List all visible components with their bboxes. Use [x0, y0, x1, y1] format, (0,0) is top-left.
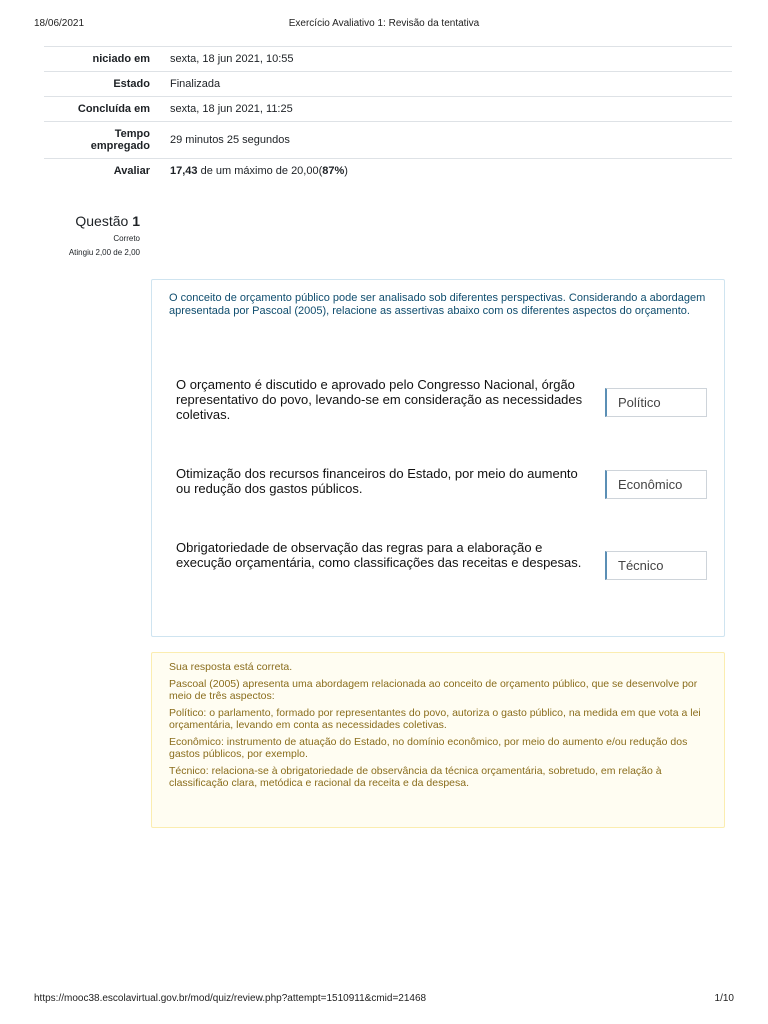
started-value: sexta, 18 jun 2021, 10:55 — [170, 53, 294, 65]
print-header — [34, 18, 734, 32]
question-info — [44, 212, 140, 257]
feedback-economico: Econômico: instrumento de atuação do Estado, no domínio econômico, por meio do aumento e/ou redução dos gastos públicos, por exemplo. — [169, 736, 688, 760]
question-prefix: Questão — [75, 213, 133, 229]
question-feedback — [151, 652, 725, 828]
feedback-tecnico: Técnico: relaciona-se à obrigatoriedade de observância da técnica orçamentária, sobretudo, em relação à classificação clara, metódica e racional da receita e da despesa. — [169, 765, 662, 789]
started-label: niciado em — [92, 53, 150, 65]
state-value: Finalizada — [170, 78, 221, 90]
attempt-summary-table — [44, 46, 732, 183]
completed-value: sexta, 18 jun 2021, 11:25 — [170, 103, 293, 115]
summary-row-completed — [44, 97, 732, 122]
match-statement: Otimização dos recursos financeiros do Estado, por meio do aumento ou redução dos gastos públicos. — [176, 466, 578, 496]
time-label — [44, 122, 158, 159]
grade-value — [158, 159, 732, 184]
time-value: 29 minutos 25 segundos — [170, 134, 290, 146]
question-number — [44, 212, 140, 230]
question-state: Correto — [113, 234, 140, 243]
question-text: O conceito de orçamento público pode ser analisado sob diferentes perspectivas. Considerando a abordagem apresentada por Pascoal (2005), relacione as assertivas abaixo com os diferentes aspectos do orçamento. — [169, 292, 706, 317]
summary-row-state — [44, 72, 732, 97]
match-statement: Obrigatoriedade de observação das regras para a elaboração e execução orçamentária, como classificações das receitas e despesas. — [176, 540, 582, 570]
summary-row-time — [44, 122, 732, 159]
match-answer-select[interactable]: Político — [605, 388, 707, 417]
grade-close-paren: ) — [344, 165, 348, 177]
print-date: 18/06/2021 — [34, 18, 85, 29]
question-grade: Atingiu 2,00 de 2,00 — [68, 248, 140, 257]
match-answer-select[interactable]: Técnico — [605, 551, 707, 580]
question-number-value: 1 — [132, 213, 140, 229]
question-formulation — [151, 279, 725, 637]
state-label: Estado — [113, 78, 150, 90]
match-statement: O orçamento é discutido e aprovado pelo Congresso Nacional, órgão representativo do povo, levando-se em consideração as necessidades coletivas. — [176, 377, 583, 422]
grade-percent: 87% — [322, 165, 345, 177]
print-footer — [34, 993, 734, 1007]
feedback-intro: Pascoal (2005) apresenta uma abordagem relacionada ao conceito de orçamento público, que se desenvolve por meio de três aspectos: — [169, 678, 698, 702]
feedback-content — [169, 661, 709, 794]
match-answer-select[interactable]: Econômico — [605, 470, 707, 499]
page-number: 1/10 — [714, 993, 734, 1004]
summary-row-grade — [44, 159, 732, 184]
completed-label: Concluída em — [77, 103, 150, 115]
time-label-line-1: Tempo — [114, 128, 150, 140]
document-title: Exercício Avaliativo 1: Revisão da tentativa — [288, 18, 480, 29]
grade-max-text: de um máximo de 20,00( — [197, 165, 323, 177]
time-label-line-2: empregado — [90, 140, 150, 152]
feedback-politico: Político: o parlamento, formado por representantes do povo, autoriza o gasto público, na medida em que vota a lei orçamentária, levando em conta as necessidades coletivas. — [169, 707, 701, 731]
summary-row-started — [44, 47, 732, 72]
page-url: https://mooc38.escolavirtual.gov.br/mod/quiz/review.php?attempt=1510911&cmid=21468 — [34, 993, 427, 1004]
grade-label: Avaliar — [113, 165, 150, 177]
feedback-result: Sua resposta está correta. — [169, 661, 293, 673]
grade-score: 17,43 — [170, 165, 198, 177]
